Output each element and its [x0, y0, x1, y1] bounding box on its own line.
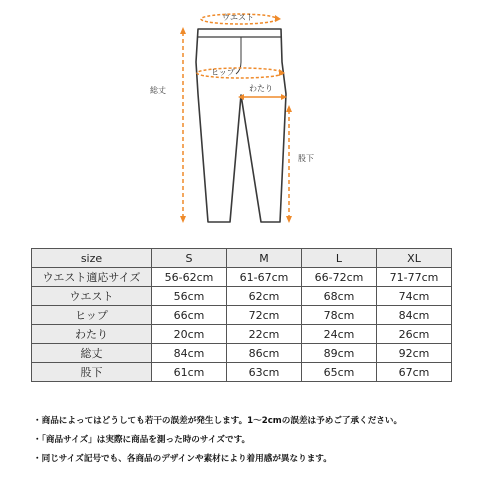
table-cell: 84cm — [377, 306, 452, 325]
table-cell: 56cm — [152, 287, 227, 306]
row-label: わたり — [32, 325, 152, 344]
table-row — [32, 344, 452, 363]
table-row — [32, 325, 452, 344]
table-cell: 66-72cm — [302, 268, 377, 287]
note-item: ・商品によってはどうしても若干の誤差が発生します。1～2cmの誤差は予めご了承ください。 — [33, 416, 403, 426]
header-size-l: L — [302, 249, 377, 268]
row-label: 股下 — [32, 363, 152, 382]
table-cell: 65cm — [302, 363, 377, 382]
table-cell: 24cm — [302, 325, 377, 344]
thigh-label: わたり — [249, 84, 273, 93]
header-size-s: S — [152, 249, 227, 268]
table-row — [32, 306, 452, 325]
row-label: ウエスト適応サイズ — [32, 268, 152, 287]
table-cell: 84cm — [152, 344, 227, 363]
table-cell: 71-77cm — [377, 268, 452, 287]
table-cell: 20cm — [152, 325, 227, 344]
table-cell: 61cm — [152, 363, 227, 382]
table-cell: 56-62cm — [152, 268, 227, 287]
size-table — [31, 248, 452, 382]
table-cell: 62cm — [227, 287, 302, 306]
table-cell: 66cm — [152, 306, 227, 325]
table-cell: 92cm — [377, 344, 452, 363]
row-label: ヒップ — [32, 306, 152, 325]
header-size: size — [32, 249, 152, 268]
note-item: ・同じサイズ記号でも、各商品のデザインや素材により着用感が異なります。 — [33, 454, 332, 464]
notes — [33, 412, 473, 469]
hip-label: ヒップ — [211, 68, 235, 77]
size-table-body — [32, 249, 452, 382]
row-label: ウエスト — [32, 287, 152, 306]
header-size-m: M — [227, 249, 302, 268]
table-cell: 74cm — [377, 287, 452, 306]
table-cell: 89cm — [302, 344, 377, 363]
waist-label: ウエスト — [222, 13, 254, 22]
table-cell: 78cm — [302, 306, 377, 325]
table-cell: 67cm — [377, 363, 452, 382]
inseam-label: 股下 — [298, 154, 314, 163]
row-label: 総丈 — [32, 344, 152, 363]
waist-arrowhead — [275, 15, 281, 22]
table-row — [32, 268, 452, 287]
length-label: 総丈 — [150, 86, 166, 95]
table-header-row — [32, 249, 452, 268]
header-size-xl: XL — [377, 249, 452, 268]
table-cell: 26cm — [377, 325, 452, 344]
table-cell: 86cm — [227, 344, 302, 363]
table-cell: 72cm — [227, 306, 302, 325]
table-row — [32, 287, 452, 306]
table-row — [32, 363, 452, 382]
note-item: ・「商品サイズ」は実際に商品を測った時のサイズです。 — [33, 435, 251, 445]
table-cell: 22cm — [227, 325, 302, 344]
table-cell: 63cm — [227, 363, 302, 382]
table-cell: 68cm — [302, 287, 377, 306]
table-cell: 61-67cm — [227, 268, 302, 287]
